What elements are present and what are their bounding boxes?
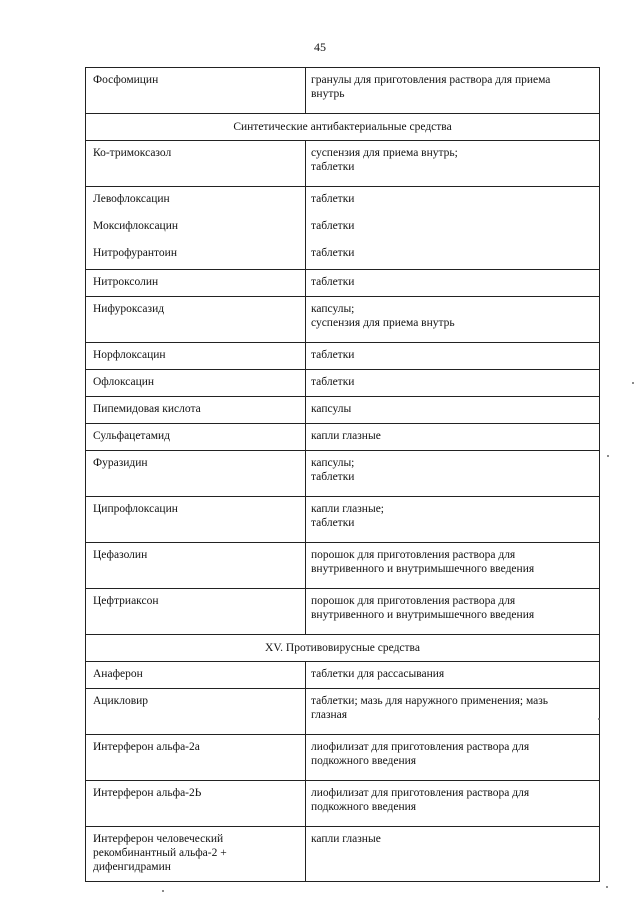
dosage-form-cell — [306, 497, 600, 543]
dosage-form-cell — [306, 187, 600, 270]
drug-table — [85, 67, 600, 882]
dosage-form-cell — [306, 827, 600, 882]
drug-name: Сульфацетамид — [86, 424, 306, 451]
dosage-form: глазная — [311, 709, 348, 721]
dosage-form-cell — [306, 662, 600, 689]
dosage-form-cell — [306, 397, 600, 424]
table-row — [86, 297, 600, 343]
dosage-form-cell — [306, 735, 600, 781]
dosage-form: капсулы; — [311, 457, 355, 469]
scan-speck — [162, 890, 164, 892]
dosage-form: лиофилизат для приготовления раствора для — [311, 787, 530, 799]
dosage-form-cell — [306, 689, 600, 735]
drug-name: Пипемидовая кислота — [86, 397, 306, 424]
scan-speck — [607, 455, 609, 457]
table-row — [86, 370, 600, 397]
scan-speck — [632, 382, 634, 384]
drug-name: Цефтриаксон — [86, 589, 306, 635]
dosage-form: таблетки — [311, 517, 355, 529]
scan-speck — [598, 718, 600, 720]
table-row — [86, 68, 600, 114]
dosage-form: суспензия для приема внутрь — [311, 317, 455, 329]
table-row — [86, 451, 600, 497]
dosage-form: внутривенного и внутримышечного введения — [311, 563, 535, 575]
dosage-form: порошок для приготовления раствора для — [311, 549, 516, 561]
dosage-form: суспензия для приема внутрь; — [311, 147, 458, 159]
table-row — [86, 735, 600, 781]
drug-name: Цефазолин — [86, 543, 306, 589]
dosage-form: внутривенного и внутримышечного введения — [311, 609, 535, 621]
dosage-form-cell — [306, 424, 600, 451]
dosage-form-cell — [306, 589, 600, 635]
drug-name: Норфлоксацин — [86, 343, 306, 370]
table-row — [86, 497, 600, 543]
dosage-form: гранулы для приготовления раствора для приема — [311, 74, 551, 86]
table-row — [86, 187, 600, 270]
dosage-form: таблетки для рассасывания — [311, 668, 445, 680]
dosage-form: лиофилизат для приготовления раствора для — [311, 741, 530, 753]
drug-name: Моксифлоксацин — [93, 220, 179, 232]
drug-name: Левофлоксацин — [93, 193, 170, 205]
scan-speck — [606, 886, 608, 888]
dosage-form: капли глазные — [311, 833, 381, 845]
drug-name: Нитроксолин — [86, 270, 306, 297]
dosage-form-cell — [306, 343, 600, 370]
dosage-form: таблетки — [311, 349, 355, 361]
dosage-form: капсулы; — [311, 303, 355, 315]
section-row — [86, 114, 600, 141]
dosage-form: капли глазные; — [311, 503, 384, 515]
drug-name: Анаферон — [86, 662, 306, 689]
dosage-form-cell — [306, 543, 600, 589]
dosage-form: подкожного введения — [311, 755, 417, 767]
table-row — [86, 689, 600, 735]
drug-name: Интерферон альфа-2Ь — [86, 781, 306, 827]
dosage-form: порошок для приготовления раствора для — [311, 595, 516, 607]
dosage-form: капли глазные — [311, 430, 381, 442]
dosage-form-cell — [306, 451, 600, 497]
dosage-form: таблетки — [311, 276, 355, 288]
table-row — [86, 424, 600, 451]
dosage-form-cell — [306, 68, 600, 114]
section-title: XV. Противовирусные средства — [86, 635, 600, 662]
dosage-form-cell — [306, 297, 600, 343]
dosage-form: таблетки — [311, 376, 355, 388]
drug-name: Нифуроксазид — [86, 297, 306, 343]
dosage-form: таблетки — [311, 161, 355, 173]
table-row — [86, 589, 600, 635]
section-row — [86, 635, 600, 662]
table-row — [86, 141, 600, 187]
table-row — [86, 781, 600, 827]
table-row — [86, 827, 600, 882]
dosage-form: таблетки — [311, 220, 355, 232]
dosage-form: подкожного введения — [311, 801, 417, 813]
table-row — [86, 397, 600, 424]
dosage-form-cell — [306, 270, 600, 297]
table-row — [86, 270, 600, 297]
dosage-form-cell — [306, 781, 600, 827]
table-row — [86, 343, 600, 370]
drug-name: Интерферон альфа-2а — [86, 735, 306, 781]
dosage-form: таблетки — [311, 471, 355, 483]
table-row — [86, 543, 600, 589]
dosage-form-cell — [306, 370, 600, 397]
drug-name: Офлоксацин — [86, 370, 306, 397]
table-row — [86, 662, 600, 689]
drug-name: Ципрофлоксацин — [86, 497, 306, 543]
dosage-form: таблетки — [311, 193, 355, 205]
dosage-form: таблетки; мазь для наружного применения; мазь — [311, 695, 549, 707]
drug-name-cell — [86, 187, 306, 270]
drug-name: Интерферон человеческий рекомбинантный альфа-2 + дифенгидрамин — [86, 827, 306, 882]
dosage-form: капсулы — [311, 403, 352, 415]
dosage-form: внутрь — [311, 88, 345, 100]
drug-name: Ацикловир — [86, 689, 306, 735]
drug-name: Нитрофурантоин — [93, 247, 177, 259]
drug-name: Ко-тримоксазол — [86, 141, 306, 187]
page-number: 45 — [314, 40, 326, 54]
drug-name: Фуразидин — [86, 451, 306, 497]
dosage-form-cell — [306, 141, 600, 187]
section-title: Синтетические антибактериальные средства — [86, 114, 600, 141]
drug-name: Фосфомицин — [86, 68, 306, 114]
dosage-form: таблетки — [311, 247, 355, 259]
